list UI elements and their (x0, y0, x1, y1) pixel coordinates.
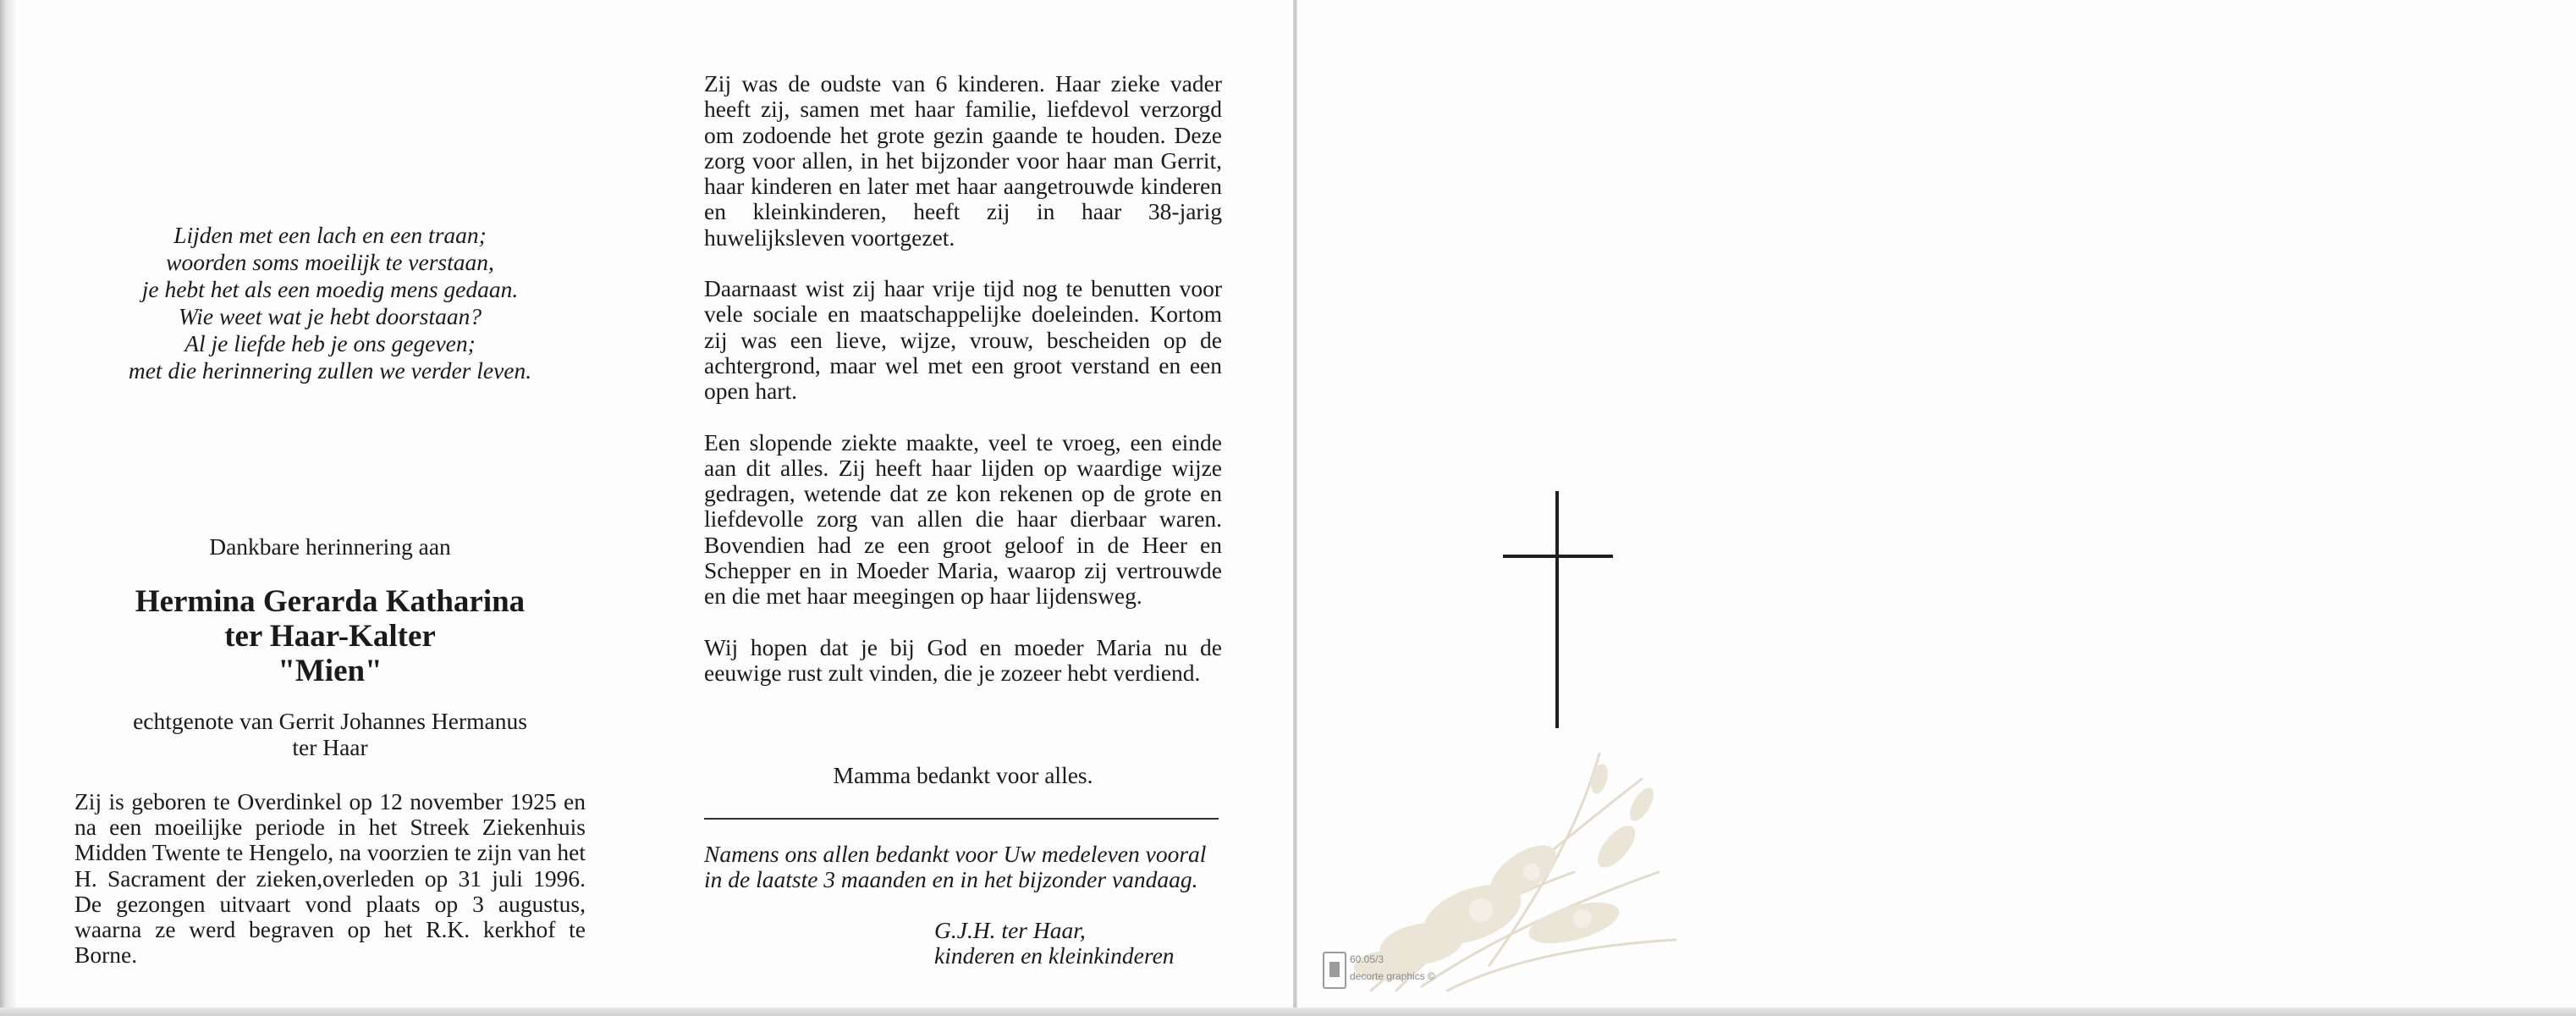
nickname: "Mien" (278, 654, 383, 688)
name-line: Hermina Gerarda Katharina (135, 584, 526, 619)
life-story (704, 71, 1222, 711)
signature (934, 918, 1239, 969)
poem-line: met die herinnering zullen we verder leven. (128, 357, 532, 384)
paragraph: Zij was de oudste van 6 kinderen. Haar zieke vader heeft zij, samen met haar familie, liefdevol verzorgd om zodoende het grote gezin gaande te houden. Deze zorg voor allen, in het bijzonder voor haar man Gerrit, haar kinderen en later met haar aangetrouwde kinderen en kleinkinderen, heeft zij in haar 38-jarig huwelijksleven voortgezet. (704, 70, 1222, 251)
poem-line: Al je liefde heb je ons gegeven; (184, 330, 476, 356)
paragraph: Wij hopen dat je bij God en moeder Maria nu de eeuwige rust zult vinden, die je zozeer hebt verdiend. (704, 633, 1222, 686)
poem-line: Lijden met een lach en een traan; (173, 222, 487, 248)
biography: Zij is geboren te Overdinkel op 12 november 1925 en na een moeilijke periode in het Streek Ziekenhuis Midden Twente te Hengelo, na voorzien te zijn van het H. Sacrament der zieken,overleden op 31 juli 1996. De gezongen uitvaart vond plaats op 3 augustus, waarna ze werd begraven op het R.K. kerkhof te Borne. (74, 788, 586, 969)
family-thanks: Namens ons allen bedankt voor Uw medeleven vooral in de laatste 3 maanden en in het bijzonder vandaag. (704, 841, 1207, 893)
spouse-text (68, 708, 592, 760)
printer-logo (1323, 952, 1458, 991)
card-bottom-edge (0, 1008, 2576, 1016)
poem-line: Wie weet wat je hebt doorstaan? (178, 303, 482, 329)
signature-line: G.J.H. ter Haar, (934, 917, 1086, 943)
logo-brand: decorte graphics © (1350, 970, 1435, 982)
paragraph: Daarnaast wist zij haar vrije tijd nog te benutten voor vele sociale en maatschappelijke doeleinden. Kortom zij was een lieve, wijze, vrouw, bescheiden op de achtergrond, maar wel met een groot verstand en een open hart. (704, 275, 1222, 405)
printer-logo-icon (1323, 952, 1346, 989)
poem-line: je hebt het als een moedig mens gedaan. (141, 276, 519, 302)
cross-icon (1555, 491, 1559, 728)
paragraph: Een slopende ziekte maakte, veel te vroeg, een einde aan dit alles. Zij heeft haar lijden op waardige wijze gedragen, wetende dat ze kon rekenen op de grote en liefdevolle zorg van allen die haar dierbaar waren. Bovendien had ze een groot geloof in de Heer en Schepper en in Moeder Maria, waarop zij vertrouwde en die met haar meegingen op haar lijdensweg. (704, 428, 1222, 610)
divider (704, 818, 1219, 820)
card-fold (1293, 0, 1297, 1016)
signature-line: kinderen en kleinkinderen (934, 942, 1175, 969)
logo-code: 60.05/3 (1350, 953, 1384, 965)
spouse-line: ter Haar (292, 734, 368, 760)
poem (68, 222, 592, 384)
deceased-name (68, 584, 592, 688)
thanks-line: Mamma bedankt voor alles. (833, 762, 1093, 788)
intro-text: Dankbare herinnering aan (209, 533, 451, 560)
poem-line: woorden soms moeilijk te verstaan, (166, 249, 494, 275)
cross-icon-bar (1503, 555, 1613, 558)
name-line: ter Haar-Kalter (224, 619, 436, 654)
card-left-edge (0, 0, 15, 1016)
spouse-line: echtgenote van Gerrit Johannes Hermanus (133, 708, 527, 734)
